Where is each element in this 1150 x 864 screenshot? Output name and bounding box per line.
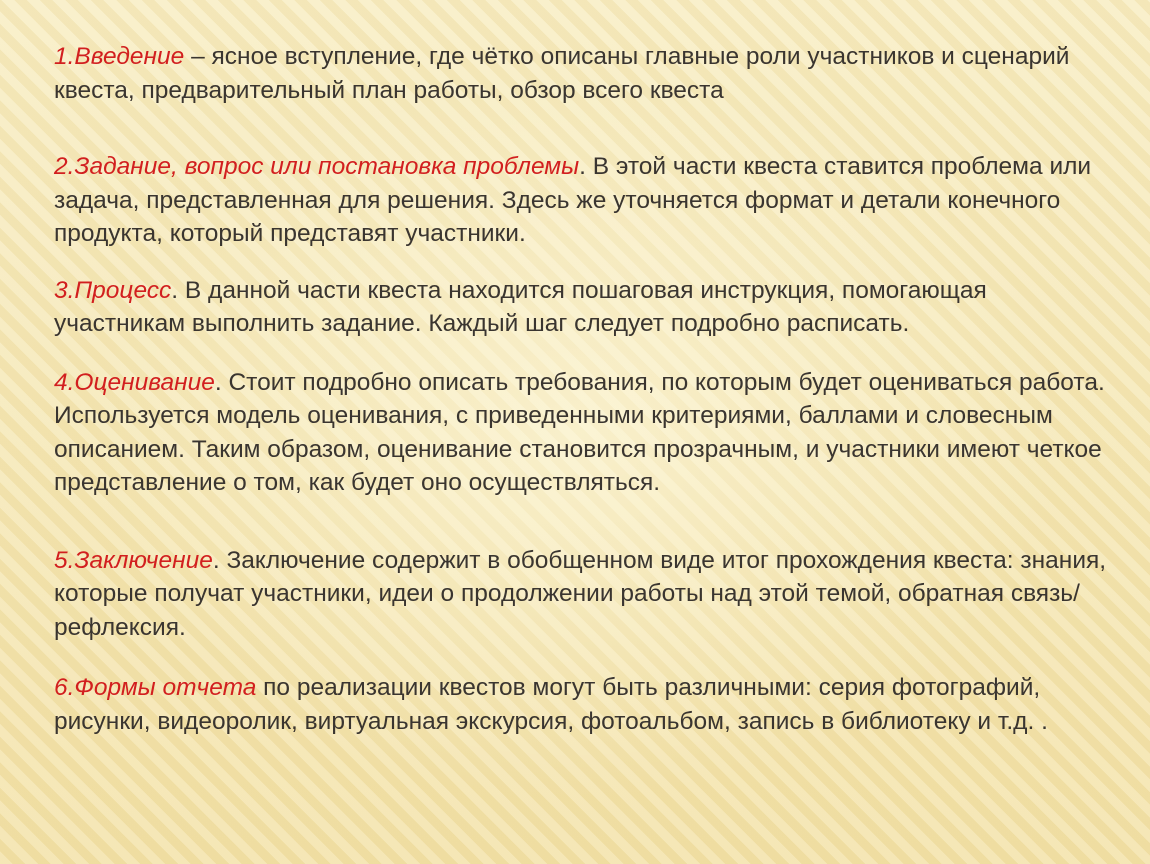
paragraph-body: . Заключение содержит в обобщенном виде итог прохождения квеста: знания, которые получат участники, идеи о продолжении работы над этой темой, обратная связь/рефлексия.	[54, 546, 1107, 641]
paragraph-report-forms	[54, 671, 1114, 738]
slide-content	[54, 40, 1114, 738]
paragraph-lead: 1.Введение	[54, 43, 185, 70]
paragraph-task	[54, 150, 1114, 251]
paragraph-lead: 4.Оценивание	[54, 368, 215, 396]
paragraph-lead: 6.Формы отчета	[54, 674, 257, 701]
paragraph-evaluation	[54, 366, 1114, 500]
paragraph-lead: 3.Процесс	[54, 276, 172, 304]
paragraph-process	[54, 274, 1114, 341]
paragraph-introduction	[54, 40, 1114, 107]
paragraph-lead: 2.Задание, вопрос или постановка проблемы	[54, 153, 580, 180]
paragraph-lead: 5.Заключение	[54, 546, 213, 574]
paragraph-conclusion	[54, 544, 1114, 645]
paragraph-body: – ясное вступление, где чётко описаны главные роли участников и сценарий квеста, предварительный план работы, обзор всего квеста	[54, 43, 1070, 104]
paragraph-body: . Стоит подробно описать требования, по которым будет оцениваться работа. Используется модель оценивания, с приведенными критериями, баллами и словесным описанием. Таким образом, оценивание становится прозрачным, и участники имеют четкое представление о том, как будет оно осуществляться.	[54, 368, 1105, 496]
paragraph-body: . В данной части квеста находится пошаговая инструкция, помогающая участникам выполнить задание. Каждый шаг следует подробно расписать.	[54, 276, 987, 337]
paragraph-body: по реализации квестов могут быть различными: серия фотографий, рисунки, видеоролик, виртуальная экскурсия, фотоальбом, запись в библиотеку и т.д. .	[54, 674, 1048, 735]
paragraph-body: . В этой части квеста ставится проблема или задача, представленная для решения. Здесь же уточняется формат и детали конечного продукта, который представят участники.	[54, 153, 1092, 247]
